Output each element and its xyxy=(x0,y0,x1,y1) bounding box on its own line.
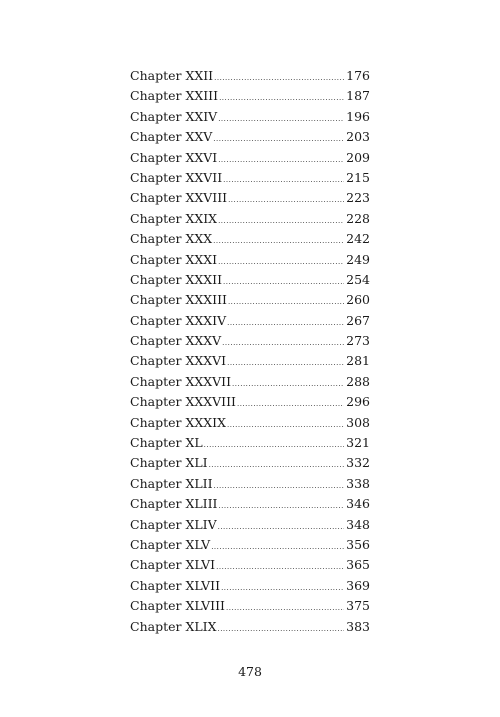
toc-page-number: 356 xyxy=(346,536,370,552)
toc-chapter-title: Chapter XXVIII xyxy=(130,190,228,206)
toc-entry[interactable] xyxy=(130,617,370,637)
toc-page-number: 375 xyxy=(346,598,370,614)
toc-chapter-title: Chapter XLVII xyxy=(130,577,221,593)
toc-chapter-title: Chapter XXVI xyxy=(130,149,218,165)
toc-entry[interactable] xyxy=(130,188,370,208)
toc-page-number: 346 xyxy=(346,496,370,512)
toc-entry[interactable] xyxy=(130,331,370,351)
toc-page-number: 267 xyxy=(346,312,370,328)
toc-page-number: 215 xyxy=(346,169,370,185)
toc-page-number: 242 xyxy=(346,231,370,247)
toc-entry[interactable] xyxy=(130,270,370,290)
dot-leader xyxy=(227,313,344,333)
toc-chapter-title: Chapter XXIII xyxy=(130,88,219,104)
toc-entry[interactable] xyxy=(130,372,370,392)
toc-entry[interactable] xyxy=(130,86,370,106)
toc-entry[interactable] xyxy=(130,311,370,331)
dot-leader xyxy=(223,272,344,292)
toc-entry[interactable] xyxy=(130,494,370,514)
toc-page-number: 338 xyxy=(346,475,370,491)
toc-entry[interactable] xyxy=(130,66,370,86)
toc-entry[interactable] xyxy=(130,392,370,412)
toc-entry[interactable] xyxy=(130,433,370,453)
dot-leader xyxy=(237,394,344,414)
dot-leader xyxy=(228,190,344,210)
toc-chapter-title: Chapter XXXIII xyxy=(130,292,227,308)
toc-page-number: 321 xyxy=(346,435,370,451)
dot-leader xyxy=(218,150,344,170)
toc-page-number: 383 xyxy=(346,618,370,634)
toc-page-number: 296 xyxy=(346,394,370,410)
dot-leader xyxy=(214,68,344,88)
toc-entry[interactable] xyxy=(130,576,370,596)
toc-page-number: 332 xyxy=(346,455,370,471)
dot-leader xyxy=(213,231,344,251)
dot-leader xyxy=(222,333,344,353)
toc-chapter-title: Chapter XLIII xyxy=(130,496,218,512)
toc-chapter-title: Chapter XLII xyxy=(130,475,213,491)
toc-page-number: 209 xyxy=(346,149,370,165)
toc-entry[interactable] xyxy=(130,107,370,127)
toc-entry[interactable] xyxy=(130,474,370,494)
toc-chapter-title: Chapter XXXIX xyxy=(130,414,226,430)
toc-chapter-title: Chapter XXIX xyxy=(130,210,218,226)
dot-leader xyxy=(217,619,344,639)
dot-leader xyxy=(227,353,344,373)
toc-entry[interactable] xyxy=(130,555,370,575)
toc-entry[interactable] xyxy=(130,596,370,616)
toc-chapter-title: Chapter XXXII xyxy=(130,271,223,287)
toc-page-number: 176 xyxy=(346,68,370,83)
toc-page-number: 249 xyxy=(346,251,370,267)
toc-page-number: 273 xyxy=(346,333,370,349)
dot-leader xyxy=(219,88,344,108)
dot-leader xyxy=(211,537,344,557)
toc-entry[interactable] xyxy=(130,413,370,433)
dot-leader xyxy=(213,129,344,149)
toc-page-number: 365 xyxy=(346,557,370,573)
toc-chapter-title: Chapter XXXVIII xyxy=(130,394,236,410)
dot-leader xyxy=(228,292,344,312)
toc-page-number: 369 xyxy=(346,577,370,593)
page-number: 478 xyxy=(238,664,262,679)
dot-leader xyxy=(218,252,344,272)
toc-page-number: 196 xyxy=(346,108,370,124)
dot-leader xyxy=(232,374,344,394)
toc-chapter-title: Chapter XXX xyxy=(130,231,213,247)
toc-chapter-title: Chapter XLVI xyxy=(130,557,216,573)
toc-chapter-title: Chapter XXVII xyxy=(130,169,223,185)
toc-chapter-title: Chapter XXXVI xyxy=(130,353,227,369)
toc-entry[interactable] xyxy=(130,290,370,310)
toc-entry[interactable] xyxy=(130,535,370,555)
toc-page-number: 223 xyxy=(346,190,370,206)
toc-chapter-title: Chapter XLIV xyxy=(130,516,217,532)
toc-page-number: 260 xyxy=(346,292,370,308)
toc-page-number: 228 xyxy=(346,210,370,226)
toc-entry[interactable] xyxy=(130,351,370,371)
table-of-contents xyxy=(130,66,370,637)
toc-chapter-title: Chapter XXIV xyxy=(130,108,218,124)
dot-leader xyxy=(218,109,344,129)
dot-leader xyxy=(226,598,344,618)
toc-chapter-title: Chapter XLV xyxy=(130,536,211,552)
toc-entry[interactable] xyxy=(130,127,370,147)
toc-page-number: 187 xyxy=(346,88,370,104)
toc-chapter-title: Chapter XLVIII xyxy=(130,598,225,614)
dot-leader xyxy=(218,517,345,537)
toc-chapter-title: Chapter XLI xyxy=(130,455,208,471)
dot-leader xyxy=(218,496,344,516)
toc-entry[interactable] xyxy=(130,209,370,229)
toc-entry[interactable] xyxy=(130,250,370,270)
dot-leader xyxy=(223,170,344,190)
toc-entry[interactable] xyxy=(130,453,370,473)
toc-page-number: 254 xyxy=(346,271,370,287)
toc-chapter-title: Chapter XXII xyxy=(130,68,214,83)
dot-leader xyxy=(209,455,345,475)
dot-leader xyxy=(216,557,344,577)
toc-entry[interactable] xyxy=(130,148,370,168)
dot-leader xyxy=(227,415,344,435)
toc-page-number: 348 xyxy=(346,516,370,532)
toc-entry[interactable] xyxy=(130,229,370,249)
toc-chapter-title: Chapter XL xyxy=(130,435,203,451)
toc-chapter-title: Chapter XXXVII xyxy=(130,373,232,389)
dot-leader xyxy=(221,578,344,598)
toc-page-number: 203 xyxy=(346,129,370,145)
dot-leader xyxy=(218,211,344,231)
toc-chapter-title: Chapter XXV xyxy=(130,129,213,145)
dot-leader xyxy=(214,476,345,496)
toc-page-number: 308 xyxy=(346,414,370,430)
toc-page-number: 288 xyxy=(346,373,370,389)
dot-leader xyxy=(204,435,345,455)
toc-chapter-title: Chapter XXXIV xyxy=(130,312,227,328)
toc-chapter-title: Chapter XXXV xyxy=(130,333,222,349)
toc-chapter-title: Chapter XLIX xyxy=(130,618,217,634)
toc-page-number: 281 xyxy=(346,353,370,369)
toc-chapter-title: Chapter XXXI xyxy=(130,251,218,267)
toc-entry[interactable] xyxy=(130,168,370,188)
toc-entry[interactable] xyxy=(130,515,370,535)
